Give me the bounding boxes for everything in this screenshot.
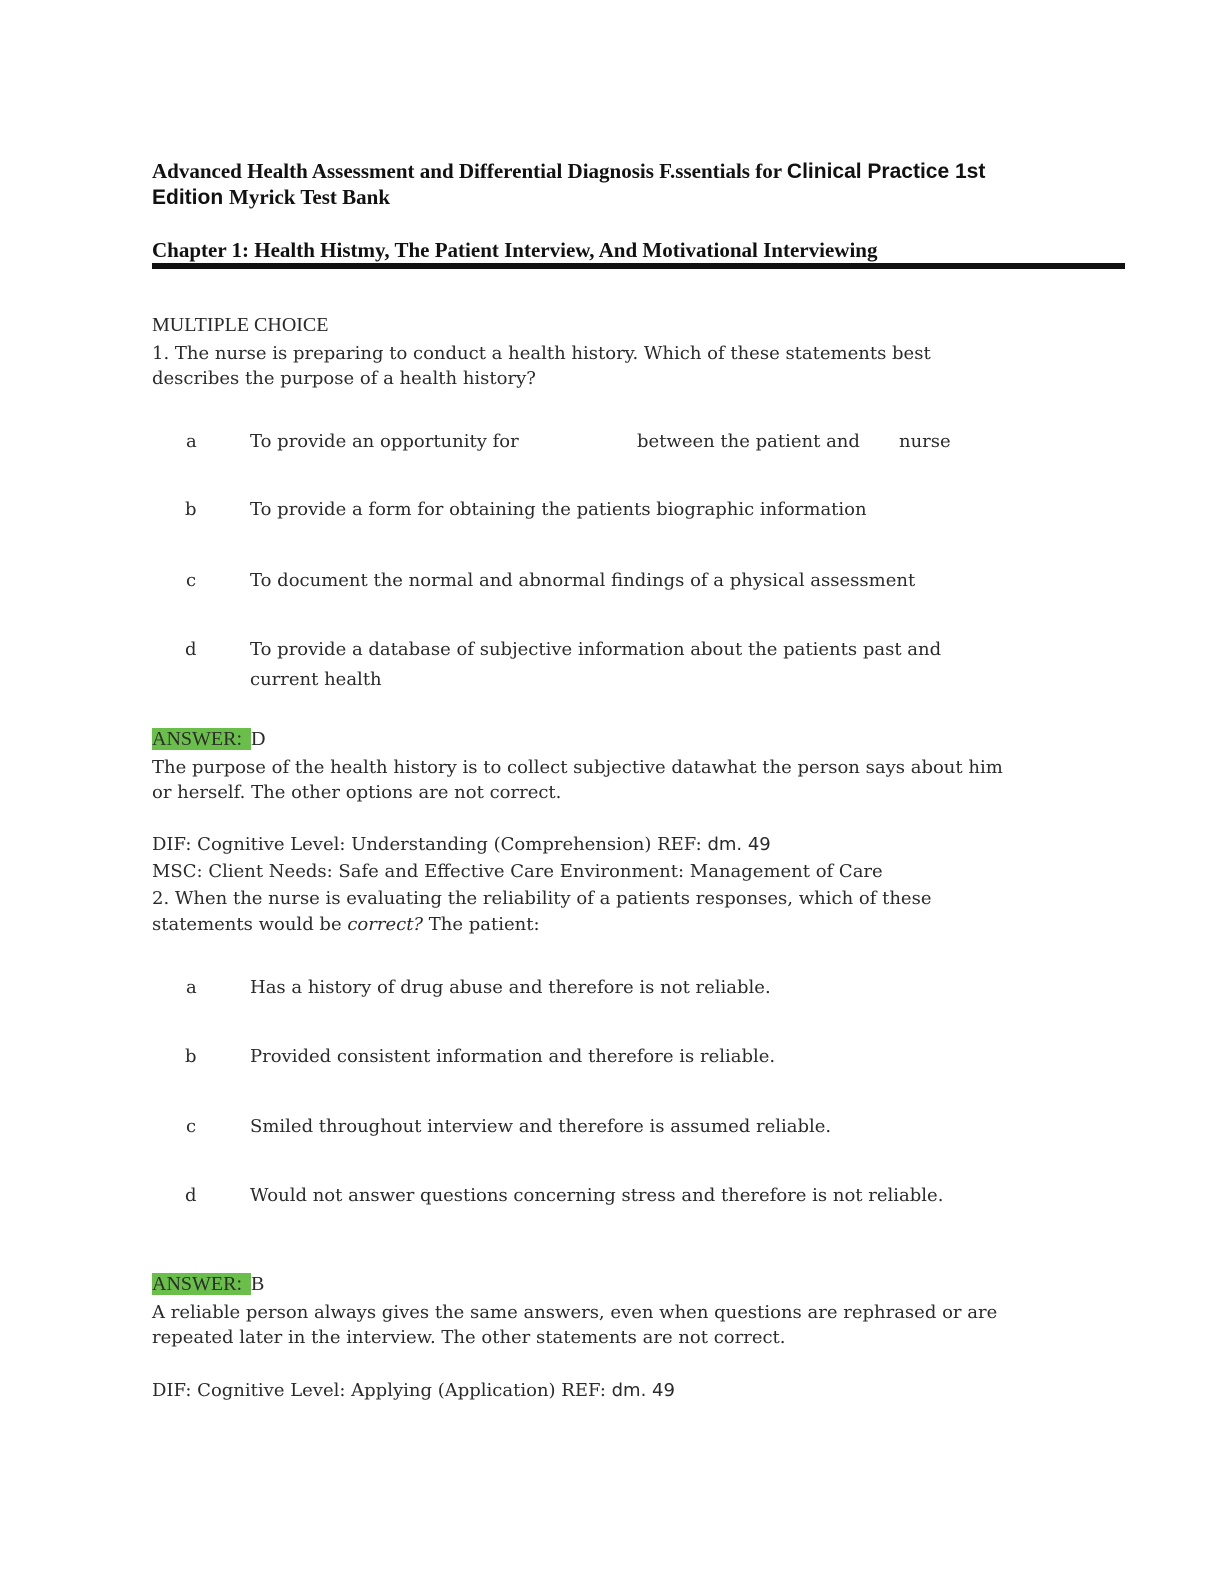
answer-highlight-label: ANSWER: [152, 1273, 251, 1295]
question-1-answer [152, 728, 265, 751]
dif-text: DIF: Cognitive Level: Applying (Application) REF: [152, 1380, 612, 1401]
chapter-rule [152, 263, 1125, 269]
title-line-1-part-2: Clinical Practice 1st [786, 160, 986, 183]
question-1-dif-line [152, 834, 771, 855]
question-1-rationale-line-1: The purpose of the health history is to collect subjective datawhat the person says about him [152, 757, 1003, 778]
question-1-option-b-letter: b [185, 499, 197, 520]
question-1-option-a-text-3: nurse [899, 431, 951, 452]
question-2-rationale-line-2: repeated later in the interview. The other statements are not correct. [152, 1327, 786, 1348]
stem-part-1: statements would be [152, 914, 348, 935]
question-1-option-c-letter: c [186, 570, 197, 591]
question-1-stem-line-1: 1. The nurse is preparing to conduct a health history. Which of these statements best [152, 343, 931, 364]
question-1-option-b-text: To provide a form for obtaining the patients biographic information [250, 499, 867, 520]
question-2-stem-line-1: 2. When the nurse is evaluating the reliability of a patients responses, which of these [152, 888, 932, 909]
title-line-2-part-2: Myrick Test Bank [229, 185, 391, 209]
section-label: MULTIPLE CHOICE [152, 314, 329, 336]
question-2-option-d-text: Would not answer questions concerning stress and therefore is not reliable. [250, 1185, 944, 1206]
title-line-2-part-1: Edition [152, 186, 229, 209]
question-2-option-a-letter: a [186, 977, 197, 998]
question-1-option-a-text-1: To provide an opportunity for [250, 431, 519, 452]
question-2-stem-line-2 [152, 914, 540, 935]
document-title-line-2 [152, 185, 390, 210]
question-2-option-b-text: Provided consistent information and therefore is reliable. [250, 1046, 776, 1067]
question-1-option-d-text-line-2: current health [250, 669, 382, 690]
title-line-1-part-1: Advanced Health Assessment and Differential Diagnosis F.ssentials for [152, 159, 787, 183]
question-1-option-d-text-line-1: To provide a database of subjective information about the patients past and [250, 639, 942, 660]
dif-ref: dm. 49 [611, 1380, 675, 1401]
question-1-stem-line-2: describes the purpose of a health history? [152, 368, 536, 389]
answer-value: D [251, 728, 266, 750]
question-2-rationale-line-1: A reliable person always gives the same answers, even when questions are rephrased or are [152, 1302, 998, 1323]
question-1-rationale-line-2: or herself. The other options are not correct. [152, 782, 562, 803]
question-2-option-a-text: Has a history of drug abuse and therefore is not reliable. [250, 977, 771, 998]
stem-italic: correct? [347, 914, 424, 935]
question-2-dif-line [152, 1380, 675, 1401]
question-2-answer [152, 1273, 264, 1296]
question-1-msc-line: MSC: Client Needs: Safe and Effective Care Environment: Management of Care [152, 861, 883, 882]
dif-ref: dm. 49 [707, 834, 771, 855]
answer-value: B [251, 1273, 265, 1295]
chapter-heading: Chapter 1: Health Histmy, The Patient Interview, And Motivational Interviewing [152, 238, 878, 262]
question-1-option-c-text: To document the normal and abnormal findings of a physical assessment [250, 570, 916, 591]
question-2-option-b-letter: b [185, 1046, 197, 1067]
answer-highlight-label: ANSWER: [152, 728, 251, 750]
question-2-option-c-text: Smiled throughout interview and therefore is assumed reliable. [250, 1116, 832, 1137]
question-2-option-d-letter: d [185, 1185, 197, 1206]
question-2-option-c-letter: c [186, 1116, 197, 1137]
document-title-line-1 [152, 159, 985, 184]
question-1-option-d-letter: d [185, 639, 197, 660]
stem-part-2: The patient: [423, 914, 540, 935]
dif-text: DIF: Cognitive Level: Understanding (Comprehension) REF: [152, 834, 708, 855]
question-1-option-a-letter: a [186, 431, 197, 452]
question-1-option-a-text-2: between the patient and [637, 431, 860, 452]
